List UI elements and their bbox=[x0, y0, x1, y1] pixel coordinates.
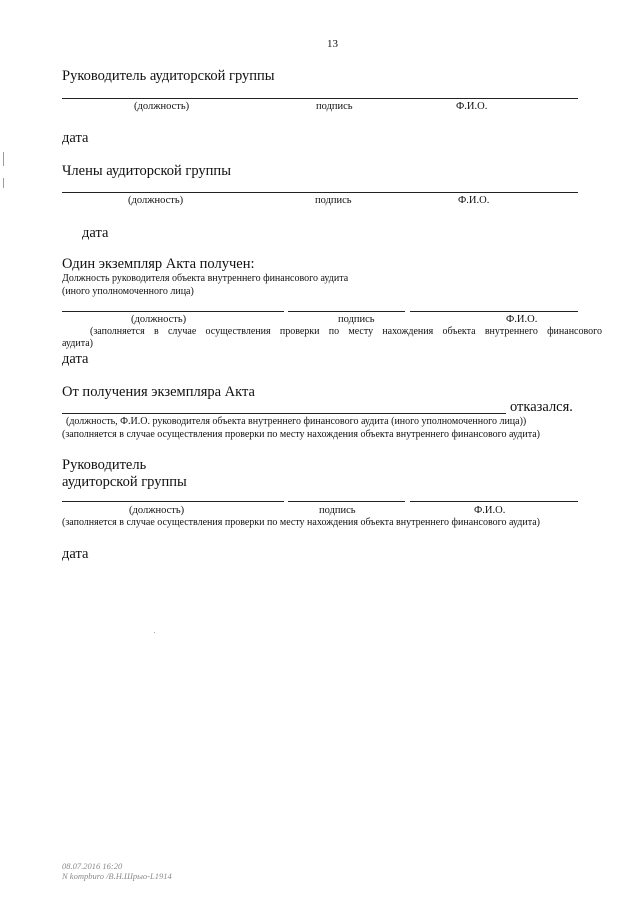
block1-heading: Руководитель аудиторской группы bbox=[62, 68, 275, 84]
block3-heading: Один экземпляр Акта получен: bbox=[62, 256, 255, 272]
position-label: (должность) bbox=[129, 505, 185, 516]
block5-heading: Руководитель bbox=[62, 457, 147, 473]
signature-label: подпись bbox=[316, 101, 353, 112]
signature-line bbox=[62, 98, 578, 99]
name-label: Ф.И.О. bbox=[458, 195, 490, 206]
date-label: дата bbox=[62, 130, 89, 146]
block3-note: (заполняется в случае осуществления проверки по месту нахождения объекта внутреннего финансового bbox=[90, 326, 602, 337]
position-label: (должность) bbox=[134, 101, 190, 112]
signature-line bbox=[62, 311, 284, 312]
block4-note: (должность, Ф.И.О. руководителя объекта внутреннего финансового аудита (иного уполномоченного лица)) bbox=[66, 416, 527, 427]
block3-subline: (иного уполномоченного лица) bbox=[62, 286, 194, 297]
block3-subline: Должность руководителя объекта внутреннего финансового аудита bbox=[62, 273, 349, 284]
signature-label: подпись bbox=[315, 195, 352, 206]
name-label: Ф.И.О. bbox=[474, 505, 506, 516]
signature-line bbox=[288, 311, 405, 312]
signature-label: подпись bbox=[338, 314, 375, 325]
signature-line bbox=[410, 311, 578, 312]
block3-note: аудита) bbox=[62, 338, 94, 349]
block5-note: (заполняется в случае осуществления проверки по месту нахождения объекта внутреннего финансового аудита) bbox=[62, 517, 540, 528]
date-label: дата bbox=[62, 546, 89, 562]
scan-mark bbox=[3, 178, 4, 188]
signature-label: подпись bbox=[319, 505, 356, 516]
name-label: Ф.И.О. bbox=[456, 101, 488, 112]
signature-line bbox=[62, 501, 284, 502]
page-number: 13 bbox=[327, 38, 338, 50]
date-label: дата bbox=[62, 351, 89, 367]
scan-dot bbox=[154, 632, 155, 633]
signature-line bbox=[62, 192, 578, 193]
name-label: Ф.И.О. bbox=[506, 314, 538, 325]
block4-note: (заполняется в случае осуществления проверки по месту нахождения объекта внутреннего финансового аудита) bbox=[62, 429, 540, 440]
date-label: дата bbox=[82, 225, 109, 241]
signature-line bbox=[410, 501, 578, 502]
signature-line bbox=[288, 501, 405, 502]
refusal-line bbox=[62, 413, 506, 414]
footer-line: N kompburo /В.Н.Шрыо-L1914 bbox=[62, 871, 172, 881]
block5-heading: аудиторской группы bbox=[62, 474, 187, 490]
position-label: (должность) bbox=[131, 314, 187, 325]
block2-heading: Члены аудиторской группы bbox=[62, 163, 231, 179]
block4-heading: От получения экземпляра Акта bbox=[62, 384, 255, 400]
footer-line: 08.07.2016 16:20 bbox=[62, 861, 123, 871]
refused-text: отказался. bbox=[510, 399, 573, 415]
position-label: (должность) bbox=[128, 195, 184, 206]
scan-mark bbox=[3, 152, 4, 166]
